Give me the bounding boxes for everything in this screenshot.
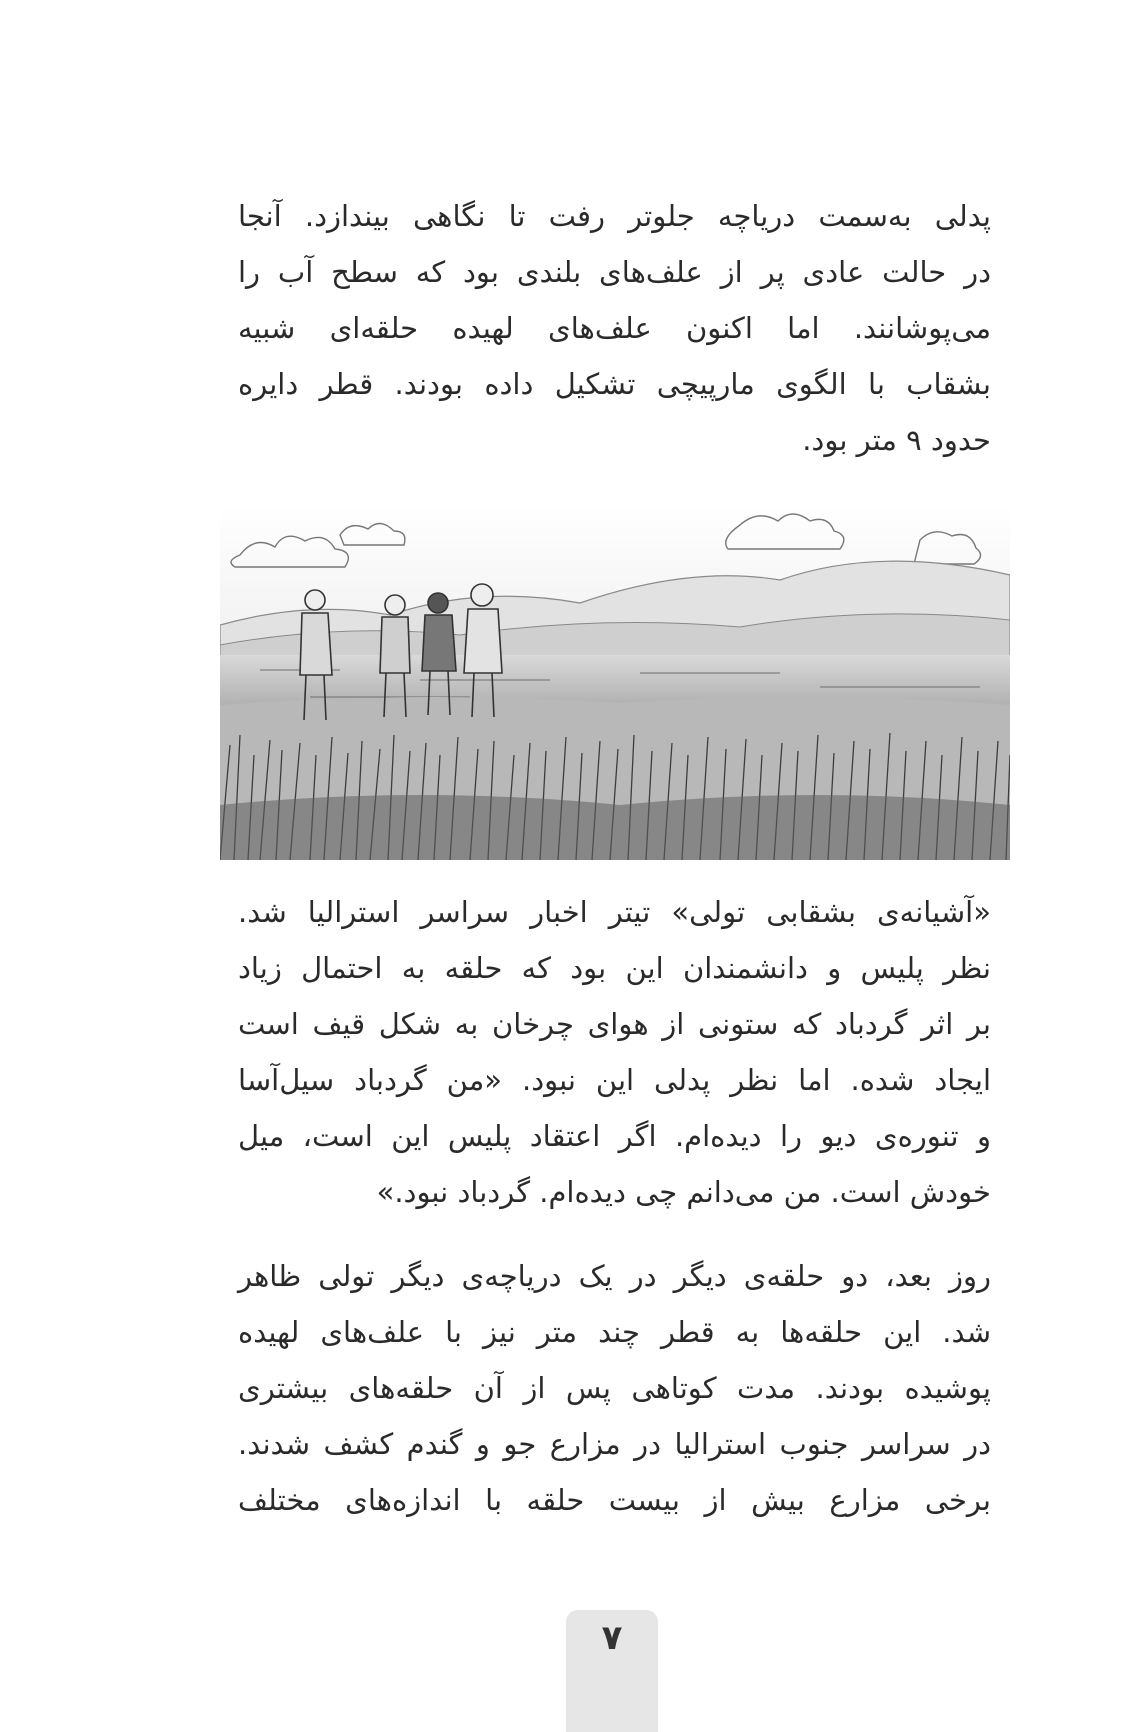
text-line: نظر پلیس و دانشمندان این بود که حلقه به احتمال زیاد [238,951,991,985]
text-line: برخی مزارع بیش از بیست حلقه با اندازه‌های مختلف [238,1483,991,1517]
text-line: پدلی به‌سمت دریاچه جلوتر رفت تا نگاهی بیندازد. آنجا [238,199,991,233]
text-line: روز بعد، دو حلقه‌ی دیگر در یک دریاچه‌ی دیگر تولی ظاهر [238,1259,991,1293]
text-line: حدود ۹ متر بود. [802,423,991,457]
text-line: بشقاب با الگوی مارپیچی تشکیل داده بودند. قطر دایره [238,367,991,401]
text-line: در سراسر جنوب استرالیا در مزارع جو و گندم کشف شدند. [238,1427,991,1461]
text-line: شد. این حلقه‌ها به قطر چند متر نیز با علف‌های لهیده [238,1315,991,1349]
text-line: خودش است. من می‌دانم چی دیده‌ام. گردباد نبود.» [376,1175,991,1209]
text-line: ایجاد شده. اما نظر پدلی این نبود. «من گردباد سیل‌آسا [238,1063,991,1097]
text-line: «آشیانه‌ی بشقابی تولی» تیتر اخبار سراسر استرالیا شد. [238,895,991,929]
text-line: می‌پوشانند. اما اکنون علف‌های لهیده حلقه‌ای شبیه [238,311,991,345]
paragraph-3 [238,1248,991,1528]
paragraph-1 [238,188,991,468]
text-line: بر اثر گردباد که ستونی از هوای چرخان به شکل قیف است [238,1007,991,1041]
page-number: ۷ [601,1618,623,1658]
text-line: در حالت عادی پر از علف‌های بلندی بود که سطح آب را [238,255,991,289]
text-line: پوشیده بودند. مدت کوتاهی پس از آن حلقه‌های بیشتری [238,1371,991,1405]
text-line: و تنوره‌ی دیو را دیده‌ام. اگر اعتقاد پلیس این است، میل [238,1119,991,1153]
paragraph-2 [238,884,991,1220]
page-number-tab [566,1610,658,1732]
lake-scene-illustration [220,505,1010,860]
